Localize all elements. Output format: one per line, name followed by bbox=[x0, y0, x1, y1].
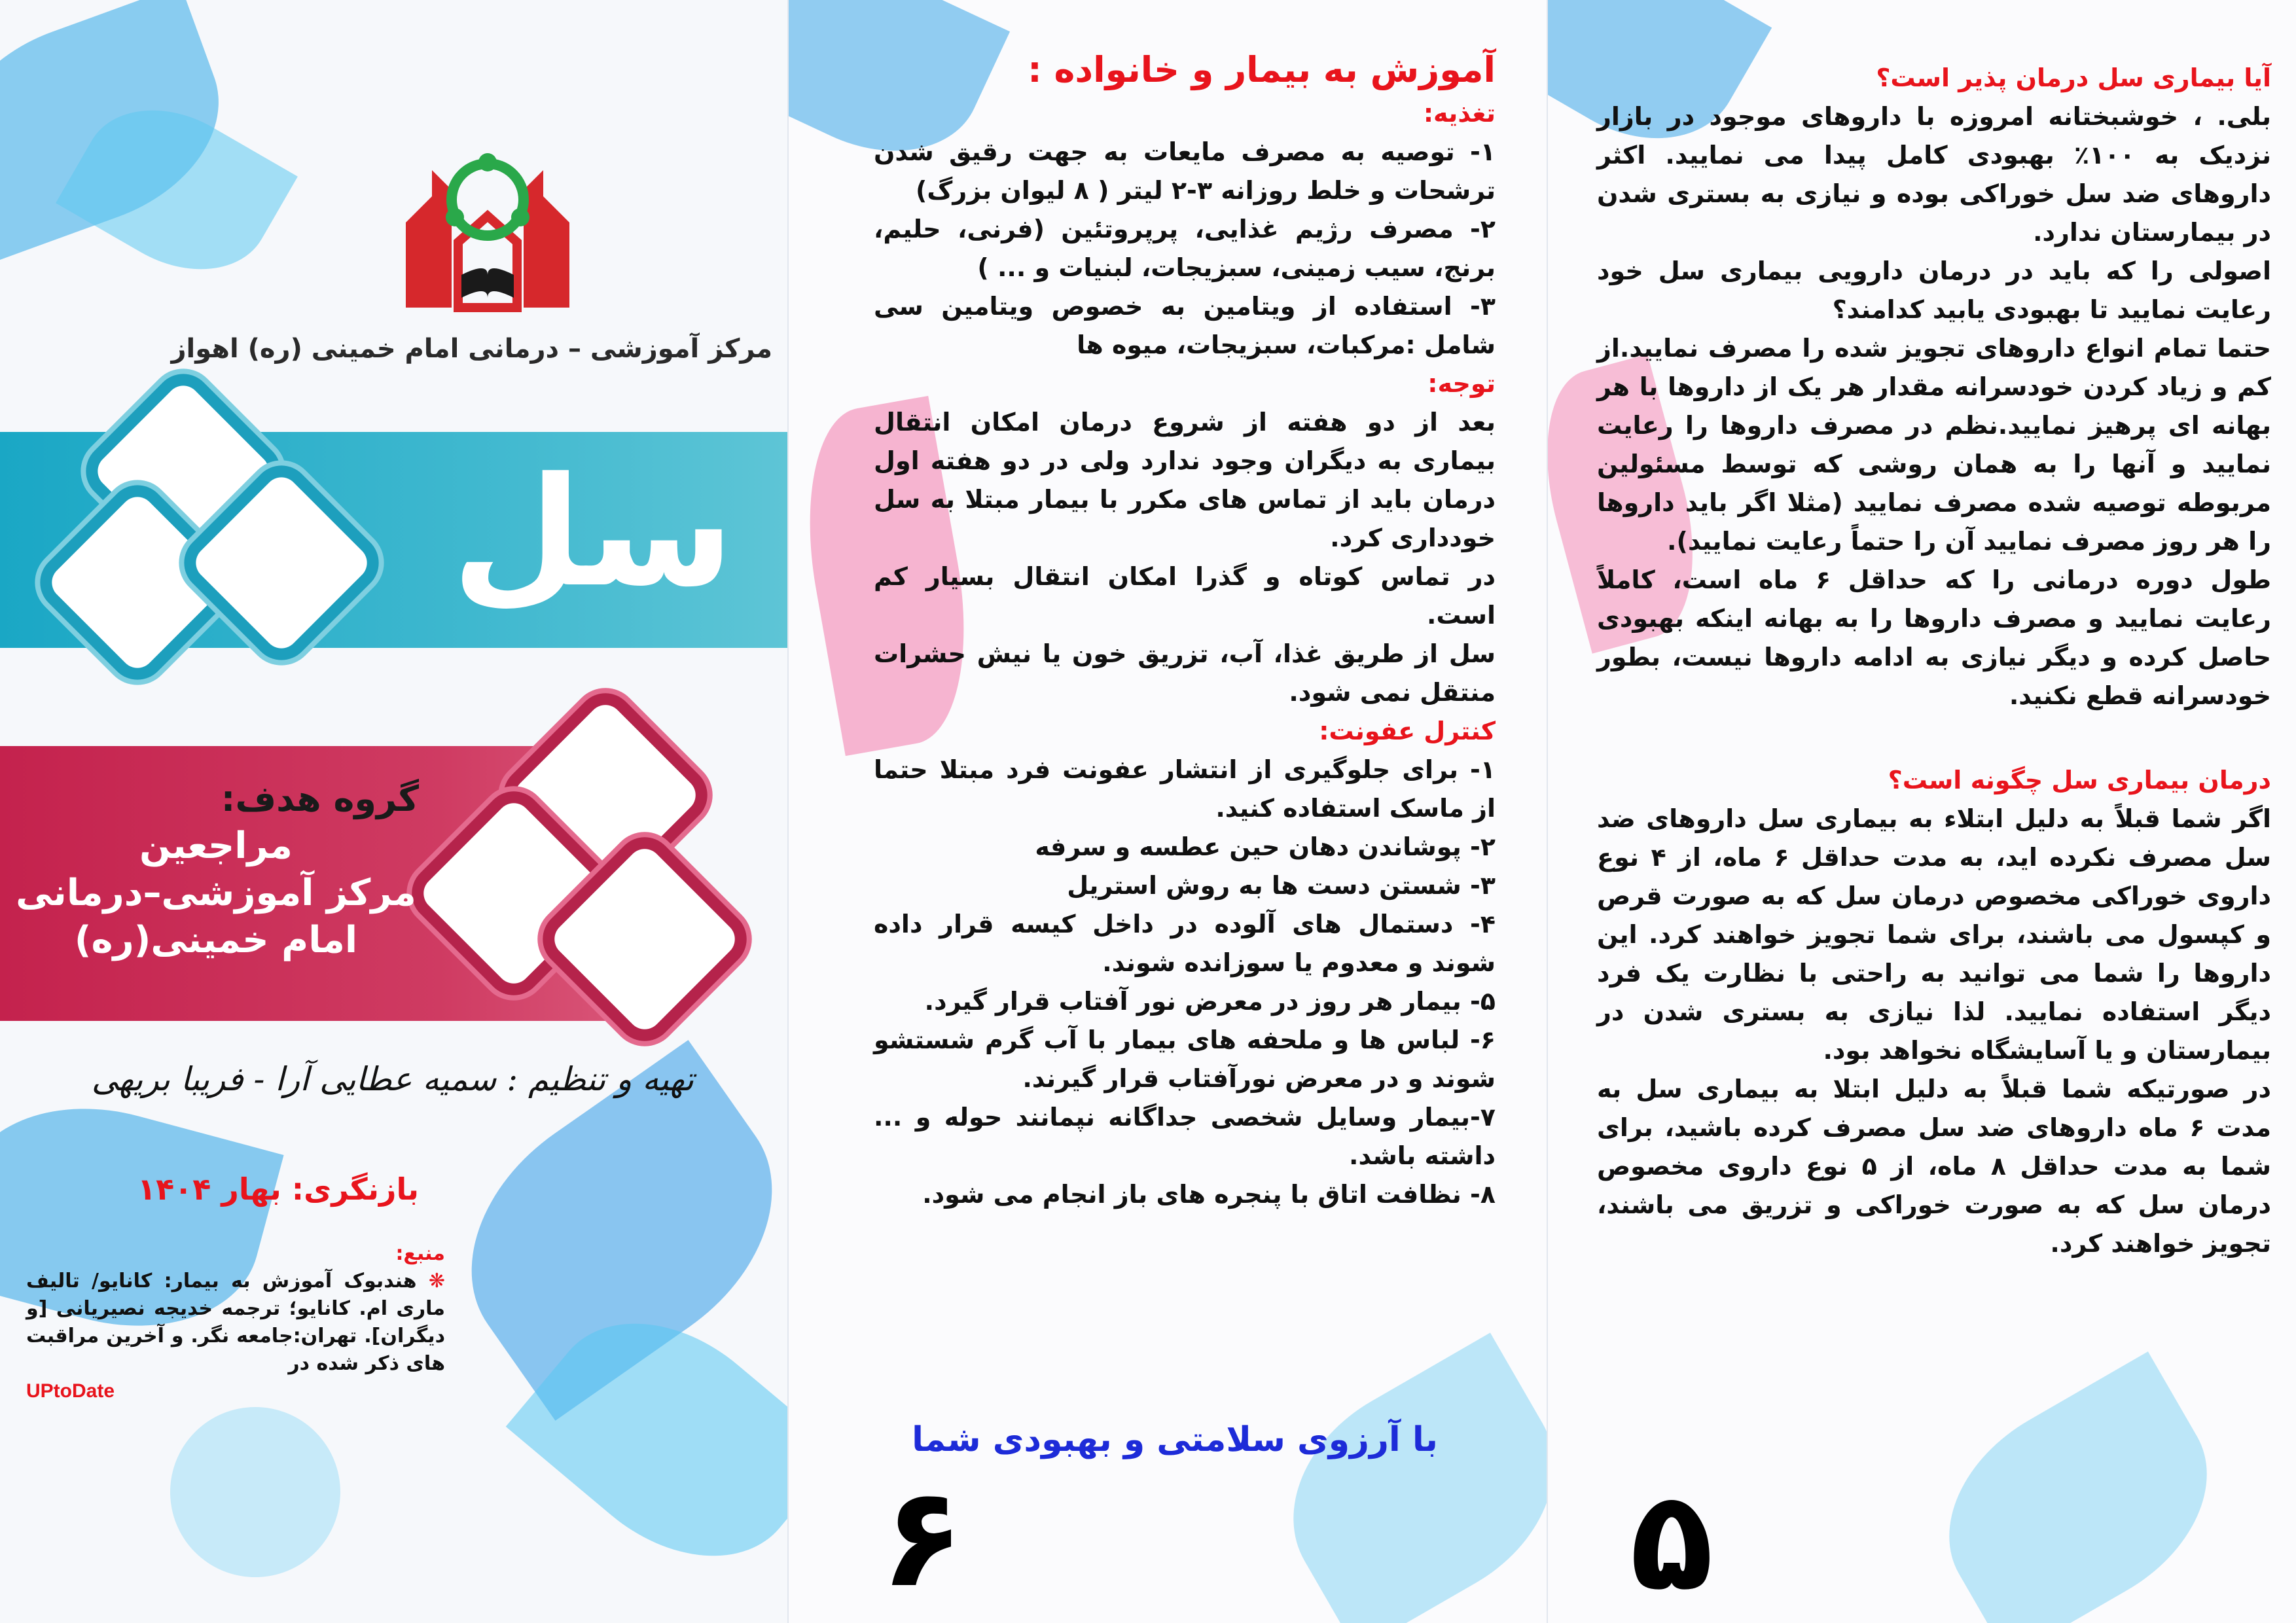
infection-item: ۵- بیمار هر روز در معرض نور آفتاب قرار گیرد. bbox=[924, 987, 1496, 1016]
infection-item: ۲- پوشاندن دهان حین عطسه و سرفه bbox=[1035, 832, 1496, 861]
infection-item: ۴- دستمال های آلوده در داخل کیسه قرار داده شوند و معدوم یا سوزانده شوند. bbox=[874, 910, 1496, 977]
education-title: آموزش به بیمار و خانواده : bbox=[1028, 49, 1496, 90]
source-uptodate: UPtoDate bbox=[26, 1380, 115, 1402]
attention-item: سل از طریق غذا، آب، تزریق خون یا نیش حشرات منتقل نمی شود. bbox=[874, 639, 1496, 707]
nutrition-item: ۲- مصرف رژیم غذایی، پرپروتئین (فرنی، حلیم، برنج، سیب زمینی، سبزیجات، لبنیات و ... ) bbox=[874, 215, 1496, 282]
page-5-text bbox=[1597, 59, 2271, 1263]
question-treatment: درمان بیماری سل چگونه است؟ bbox=[1888, 766, 2271, 794]
attention-item: بعد از دو هفته از شروع درمان امکان انتقال بیماری به دیگران وجود ندارد ولی در دو هفته اول درمان باید از تماس های مکرر با بیمار مبتلا به سل خودداری کرد. bbox=[874, 408, 1496, 552]
target-group bbox=[13, 776, 419, 964]
page-number-6: ۶ bbox=[880, 1457, 965, 1618]
answer-principles: حتما تمام انواع داروهای تجویز شده را مصرف نمایید.از کم و زیاد کردن خودسرانه مقدار هر یک از داروها با هر بهانه ای پرهیز نمایید.نظم در مصرف داروها را رعایت نمایید و آنها را به همان روشی که توسط مسئولین مربوطه توصیه شده مصرف نمایید (مثلا اگر باید داروها را هر روز مصرف نمایید آن را حتماً رعایت نمایید). bbox=[1597, 334, 2271, 556]
review-date: بازنگری: بهار ۱۴۰۴ bbox=[137, 1171, 419, 1207]
target-line: مرکز آموزشی–درمانی bbox=[16, 872, 416, 914]
question-curable: آیا بیماری سل درمان پذیر است؟ bbox=[1876, 63, 2271, 92]
cover-panel bbox=[0, 0, 789, 1623]
infection-item: ۳- شستن دست ها به روش استریل bbox=[1067, 871, 1496, 900]
infection-item: ۷-بیمار وسایل شخصی جداگانه نپمانند حوله و ... داشته باشد. bbox=[874, 1103, 1496, 1170]
answer-curable: بلی. ، خوشبختانه امروزه با داروهای موجود در بازار نزدیک به ۱۰۰٪ بهبودی کامل پیدا می نمایید. اکثر داروهای ضد سل خوراکی بوده و نیازی به بستری شدن در بیمارستان ندارد. bbox=[1597, 102, 2272, 247]
source-text: هندبوک آموزش به بیمار: کانایو/ تالیف ماری ام. کانایو؛ ترجمه خدیجه نصیریانی [و دیگران]. تهران:جامعه نگر. و آخرین مراقبت های ذکر شده در bbox=[26, 1270, 445, 1375]
infection-heading: کنترل عفونت: bbox=[1319, 717, 1496, 745]
prepared-by: تهیه و تنظیم : سمیه عطایی آرا - فریبا بریهی bbox=[91, 1060, 694, 1098]
infection-item: ۸- نظافت اتاق با پنجره های باز انجام می شود. bbox=[922, 1180, 1496, 1209]
infection-item: ۶- لباس ها و ملحفه های بیمار با آب گرم شستشو شوند و در معرض نورآفتاب قرار گیرند. bbox=[874, 1026, 1496, 1093]
flower-decoration bbox=[1252, 1332, 1548, 1623]
hospital-logo-icon bbox=[393, 144, 583, 314]
flower-decoration bbox=[1910, 1351, 2246, 1623]
page-number-5: ۵ bbox=[1630, 1461, 1714, 1621]
nutrition-item: ۱- توصیه به مصرف مایعات به جهت رقیق شدن ترشحات و خلط روزانه ۳-۲ لیتر ( ۸ لیوان بزرگ) bbox=[874, 137, 1496, 205]
attention-heading: توجه: bbox=[1427, 369, 1496, 398]
flower-decoration bbox=[170, 1407, 340, 1577]
answer-principles-duration: طول دوره درمانی را که حداقل ۶ ماه است، کاملاً رعایت نمایید و مصرف داروها را به بهانه اینکه بهبودی حاصل کرده و دیگر نیازی به ادامه داروها نیست، بطور خودسرانه قطع نکنید. bbox=[1597, 565, 2271, 710]
star-icon: ❋ bbox=[428, 1270, 446, 1293]
target-label: گروه هدف: bbox=[221, 778, 419, 819]
center-name: مرکز آموزشی – درمانی امام خمینی (ره) اهواز bbox=[171, 334, 772, 364]
nutrition-heading: تغذیه: bbox=[1423, 99, 1496, 128]
target-line: مراجعین bbox=[139, 825, 293, 867]
nutrition-item: ۳- استفاده از ویتامین به خصوص ویتامین سی شامل :مرکبات، سبزیجات، میوه ها bbox=[874, 292, 1496, 359]
answer-treatment-previous: در صورتیکه شما قبلاً به دلیل ابتلا به بیماری سل به مدت ۶ ماه داروهای ضد سل مصرف کرده باشید، برای شما به مدت حداقل ۸ ماه، از ۵ نوع داروی مخصوص درمان سل که به صورت خوراکی و تزریق می باشند، تجویز خواهند کرد. bbox=[1597, 1075, 2271, 1258]
question-principles: اصولی را که باید در درمان دارویی بیماری سل خود رعایت نمایید تا بهبودی یابید کدامند؟ bbox=[1597, 257, 2271, 324]
infection-item: ۱- برای جلوگیری از انتشار عفونت فرد مبتلا حتما از ماسک استفاده کنید. bbox=[874, 755, 1496, 823]
attention-item: در تماس کوتاه و گذرا امکان انتقال بسیار کم است. bbox=[874, 562, 1496, 630]
closing-wish: با آرزوی سلامتی و بهبودی شما bbox=[912, 1420, 1438, 1459]
target-line: امام خمینی(ره) bbox=[74, 919, 358, 961]
source-label: منبع: bbox=[395, 1242, 445, 1265]
cover-title: سل bbox=[452, 446, 734, 620]
page-6-text bbox=[874, 46, 1496, 1214]
source-block bbox=[26, 1240, 445, 1405]
answer-treatment-new: اگر شما قبلاً به دلیل ابتلاء به بیماری سل داروهای ضد سل مصرف نکرده اید، به مدت حداقل ۶ ماه، از ۴ نوع داروی خوراکی مخصوص درمان سل که به صورت قرص و کپسول می باشند، برای شما تجویز خواهند کرد. این داروها را شما می توانید به راحتی با نظارت یک فرد دیگر استفاده نمایید. لذا نیازی به بستری شدن در بیمارستان و یا آسایشگاه نخواهد بود. bbox=[1597, 804, 2271, 1065]
